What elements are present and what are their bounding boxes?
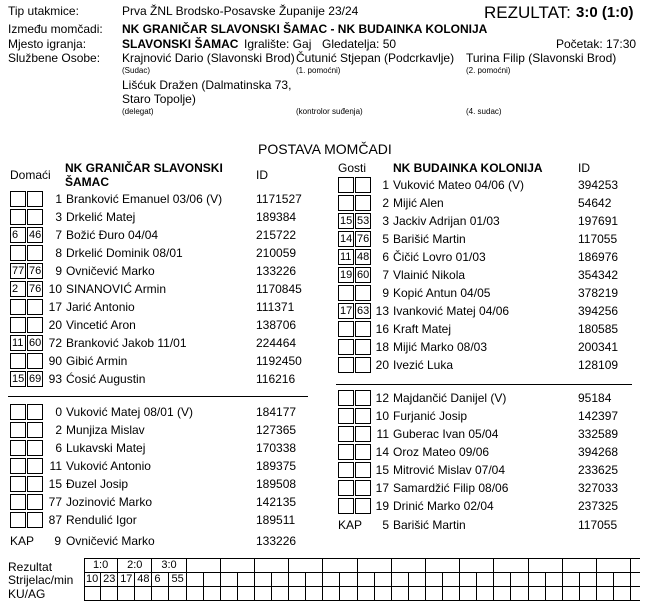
footer-result-cell [392, 558, 426, 572]
footer-card-cell [221, 586, 238, 600]
away-captain-name: Barišić Martin [393, 518, 466, 532]
home-starter-player-name: Branković Emanuel 03/06 (V) [66, 192, 223, 206]
away-team-name: NK BUDAINKA KOLONIJA [393, 161, 543, 175]
footer-scorer-cell [409, 572, 426, 586]
footer-result-cell [358, 558, 392, 572]
home-substitute-shirt-number: 6 [55, 441, 62, 455]
home-starter-sub-min-cell: 2 [10, 281, 26, 297]
footer-scorer-cell [477, 572, 494, 586]
home-substitute-shirt-number: 77 [48, 495, 62, 509]
home-substitute-player-id: 189508 [256, 477, 297, 491]
footer-card-cell [204, 586, 221, 600]
away-substitute-player-id: 95184 [578, 391, 612, 405]
home-starter-sub-min-cell [10, 209, 26, 225]
footer-result-cell [426, 558, 460, 572]
home-starter-shirt-number: 3 [55, 210, 62, 224]
away-id-label: ID [578, 161, 590, 175]
away-starter-player-name: Kopić Antun 04/05 [393, 286, 491, 300]
away-starter-sub-min-cell [338, 285, 354, 301]
home-captain-label: KAP [10, 534, 35, 548]
footer-scorer-cell [392, 572, 409, 586]
footer-scorer-cell [272, 572, 289, 586]
away-substitute-player-name: Samardžić Filip 08/06 [393, 481, 509, 495]
home-starter-shirt-number: 72 [48, 336, 62, 350]
away-starter-sub-player-cell: 48 [357, 251, 370, 263]
home-starter-player-name: SINANOVIĆ Armin [66, 282, 167, 296]
home-starter-sub-player-cell: 69 [29, 373, 42, 385]
away-substitute-sub-min-cell [338, 408, 354, 424]
home-starter-shirt-number: 93 [48, 372, 62, 386]
away-substitute-sub-min-cell [338, 498, 354, 514]
home-starter-player-name: Gibić Armin [66, 354, 128, 368]
away-substitute-player-id: 332589 [578, 427, 619, 441]
footer-scorer-cell [443, 572, 460, 586]
home-starter-player-name: Ovničević Marko [66, 264, 155, 278]
referee-role: (Sudac) [122, 66, 151, 75]
footer-result-cell [460, 558, 494, 572]
footer-card-cell [358, 586, 375, 600]
home-starter-player-name: Jarić Antonio [66, 300, 135, 314]
footer-card-cell [614, 586, 631, 600]
away-starter-player-id: 54642 [578, 196, 612, 210]
away-starter-player-name: Mijić Alen [393, 196, 444, 210]
footer-scorer-cell [221, 572, 238, 586]
home-starter-shirt-number: 7 [55, 228, 62, 242]
footer-card-cell [238, 586, 255, 600]
footer-scorer-cell: 10 [84, 572, 101, 586]
away-substitute-sub-min-cell [338, 480, 354, 496]
footer-card-cell [341, 586, 358, 600]
home-substitute-player-name: Vuković Matej 08/01 (V) [66, 405, 193, 419]
footer-scorer-cell [341, 572, 358, 586]
pitch-value: Igralište: Gaj [244, 37, 312, 51]
footer-scorer-cell: 6 [152, 572, 169, 586]
home-starter-player-name: Vincetić Aron [66, 318, 136, 332]
home-substitute-shirt-number: 11 [49, 459, 62, 473]
teams-label: Između momčadi: [8, 22, 103, 36]
result-value: 3:0 (1:0) [576, 4, 634, 21]
home-team-name-line1: NK GRANIČAR SLAVONSKI [65, 161, 223, 175]
away-starter-sub-player-cell: 60 [357, 269, 370, 281]
away-captain-label: KAP [338, 518, 363, 532]
footer-card-cell [443, 586, 460, 600]
away-substitute-player-name: Oroz Mateo 09/06 [393, 445, 490, 459]
spectators-value: Gledatelja: 50 [322, 37, 397, 51]
away-starter-player-id: 180585 [578, 322, 619, 336]
away-starter-player-id: 128109 [578, 358, 619, 372]
away-starter-sub-min-cell [338, 357, 354, 373]
footer-card-cell [101, 586, 118, 600]
footer-card-cell [529, 586, 546, 600]
footer-scorer-cell [494, 572, 511, 586]
footer-scorer-cell [546, 572, 563, 586]
away-substitute-player-id: 237325 [578, 499, 619, 513]
away-starter-player-id: 117055 [578, 232, 618, 246]
footer-card-cell [152, 586, 169, 600]
footer-result-cell: 2:0 [118, 558, 152, 572]
footer-result-cell [597, 558, 631, 572]
away-substitute-shirt-number: 12 [375, 391, 389, 405]
away-starter-sub-min-cell [338, 177, 354, 193]
away-substitute-sub-min-cell [338, 444, 354, 460]
home-starter-player-name: Branković Jakob 11/01 [66, 336, 187, 350]
footer-scorer-cell [597, 572, 614, 586]
home-starter-sub-player-cell: 46 [29, 229, 42, 241]
officials-label: Službene Osobe: [8, 51, 101, 65]
footer-card-cell [255, 586, 272, 600]
away-starter-shirt-number: 16 [375, 322, 389, 336]
teams-value: NK GRANIČAR SLAVONSKI ŠAMAC - NK BUDAINKA KOLONIJA [122, 22, 488, 36]
venue-label: Mjesto igranja: [8, 37, 87, 51]
delegate-name-line2: Staro Topolje) [122, 92, 196, 106]
footer-card-cell [170, 586, 187, 600]
delegate-role: (delegat) [122, 107, 154, 116]
footer-scorer-cell: 48 [135, 572, 152, 586]
away-starter-player-name: Ivezić Luka [393, 358, 454, 372]
home-substitute-player-id: 189511 [256, 513, 296, 527]
home-substitute-player-id: 170338 [256, 441, 297, 455]
home-starter-player-id: 1171527 [256, 192, 302, 206]
away-substitute-shirt-number: 10 [375, 409, 389, 423]
away-starter-player-id: 394253 [578, 178, 619, 192]
home-substitute-player-name: Vuković Antonio [66, 459, 151, 473]
home-starter-sub-player-cell: 76 [29, 283, 42, 295]
delegate-name-line1: Lišćuk Dražen (Dalmatinska 73, [122, 78, 292, 92]
footer-card-cell [494, 586, 511, 600]
away-starter-player-name: Čičić Lovro 01/03 [393, 250, 486, 264]
away-captain-id: 117055 [578, 518, 618, 532]
home-starter-shirt-number: 10 [48, 282, 62, 296]
match-type-label: Tip utakmice: [8, 4, 79, 18]
home-side-label: Domaći [10, 168, 51, 182]
footer-result-cell [494, 558, 528, 572]
away-side-label: Gosti [338, 161, 367, 175]
away-substitute-player-id: 327033 [578, 481, 619, 495]
away-starter-player-name: Mijić Marko 08/03 [393, 340, 488, 354]
footer-grid-row-line [84, 600, 640, 601]
footer-result-cell [563, 558, 597, 572]
away-substitute-player-name: Guberac Ivan 05/04 [393, 427, 499, 441]
footer-card-cell [84, 586, 101, 600]
home-substitute-player-id: 142135 [256, 495, 297, 509]
home-starter-player-name: Božić Đuro 04/04 [66, 228, 159, 242]
away-starter-player-id: 200341 [578, 340, 619, 354]
footer-result-cell: 3:0 [152, 558, 186, 572]
footer-result-cell [529, 558, 563, 572]
assistant1-name: Čutunić Stjepan (Podcrkavlje) [296, 51, 455, 65]
home-substitute-sub-min-cell [10, 440, 26, 456]
home-starter-player-id: 210059 [256, 246, 297, 260]
home-substitute-sub-min-cell [10, 422, 26, 438]
home-starter-shirt-number: 8 [55, 246, 62, 260]
footer-card-cell [426, 586, 443, 600]
away-substitute-shirt-number: 19 [375, 499, 389, 513]
home-starter-sub-min-cell: 11 [10, 335, 26, 351]
footer-scorer-cell [460, 572, 477, 586]
footer-card-cell [563, 586, 580, 600]
footer-card-cell [272, 586, 289, 600]
home-starter-player-name: Ćosić Augustin [66, 372, 146, 386]
footer-scorer-cell [563, 572, 580, 586]
referee-name: Krajnović Dario (Slavonski Brod) [122, 51, 295, 65]
home-substitute-player-name: Rendulić Igor [66, 513, 137, 527]
footer-scorer-cell: 17 [118, 572, 135, 586]
footer-scorer-cell: 55 [170, 572, 187, 586]
away-starter-sub-min-cell [338, 195, 354, 211]
away-starter-sub-player-cell: 53 [357, 215, 370, 227]
controller-role: (kontrolor suđenja) [296, 107, 363, 116]
home-starter-sub-player-cell: 76 [29, 265, 42, 277]
venue-value: SLAVONSKI ŠAMAC [122, 37, 239, 51]
footer-card-cell [306, 586, 323, 600]
home-substitute-shirt-number: 2 [55, 423, 62, 437]
kickoff-value: Početak: 17:30 [556, 37, 637, 51]
home-substitute-player-id: 184177 [256, 405, 297, 419]
result-label: REZULTAT: [484, 3, 571, 22]
away-starter-sub-player-cell: 63 [357, 305, 370, 317]
footer-scorer-cell [289, 572, 306, 586]
away-starter-player-id: 378219 [578, 286, 619, 300]
away-substitute-shirt-number: 15 [375, 463, 389, 477]
footer-result-cell [187, 558, 221, 572]
away-starter-sub-min-cell: 14 [340, 233, 353, 245]
fourth-official-role: (4. sudac) [466, 107, 502, 116]
away-starter-shirt-number: 9 [382, 286, 389, 300]
away-starter-sub-min-cell: 17 [340, 305, 353, 317]
match-type-value: Prva ŽNL Brodsko-Posavske Županije 23/24 [122, 4, 359, 18]
home-starter-sub-min-cell [10, 317, 26, 333]
home-starter-sub-min-cell [10, 191, 26, 207]
away-captain-number: 5 [382, 518, 389, 532]
home-captain-name: Ovničević Marko [66, 534, 155, 548]
footer-card-cell [187, 586, 204, 600]
lineup-section-title: POSTAVA MOMČADI [258, 141, 392, 157]
home-starter-player-id: 138706 [256, 318, 297, 332]
away-substitute-shirt-number: 17 [375, 481, 389, 495]
away-starter-player-name: Ivanković Matej 04/06 [393, 304, 510, 318]
away-substitute-player-name: Furjanić Josip [393, 409, 468, 423]
away-starter-shirt-number: 6 [382, 250, 389, 264]
footer-result-cell [323, 558, 357, 572]
footer-scorer-cell [529, 572, 546, 586]
home-captain-id: 133226 [256, 534, 297, 548]
home-starter-sub-min-cell: 15 [12, 373, 25, 385]
away-substitute-shirt-number: 11 [376, 427, 389, 441]
away-starter-player-name: Jackiv Adrijan 01/03 [393, 214, 500, 228]
home-substitute-player-name: Lukavski Matej [66, 441, 146, 455]
home-starter-player-id: 1170845 [256, 282, 302, 296]
assistant2-name: Turina Filip (Slavonski Brod) [466, 51, 617, 65]
home-starter-sub-min-cell [10, 299, 26, 315]
footer-scorer-cell [306, 572, 323, 586]
away-starter-sub-min-cell: 15 [340, 215, 353, 227]
footer-scorer-cell [375, 572, 392, 586]
home-starter-sub-min-cell: 6 [10, 227, 26, 243]
footer-card-cell [375, 586, 392, 600]
footer-card-cell [580, 586, 597, 600]
home-starter-player-name: Drkelić Matej [66, 210, 136, 224]
away-starter-shirt-number: 18 [375, 340, 389, 354]
footer-card-cell [597, 586, 614, 600]
home-starter-player-id: 215722 [256, 228, 297, 242]
away-substitute-player-name: Drinić Marko 02/04 [393, 499, 494, 513]
home-starter-shirt-number: 17 [48, 300, 62, 314]
footer-result-cell [255, 558, 289, 572]
home-captain-number: 9 [54, 534, 61, 548]
home-starter-player-id: 189384 [256, 210, 297, 224]
away-starter-player-name: Vlainić Nikola [393, 268, 466, 282]
away-starter-player-name: Kraft Matej [393, 322, 452, 336]
footer-scorer-label: Strijelac/min [8, 573, 74, 587]
assistant2-role: (2. pomoćni) [466, 66, 511, 75]
footer-result-label: Rezultat [8, 560, 53, 574]
footer-cards-label: KU/AG [8, 587, 46, 601]
away-starter-player-name: Vuković Mateo 04/06 (V) [393, 178, 524, 192]
footer-scorer-cell [255, 572, 272, 586]
away-starter-sub-min-cell: 19 [340, 269, 353, 281]
away-substitute-sub-min-cell [338, 426, 354, 442]
footer-scorer-cell [358, 572, 375, 586]
footer-card-cell [323, 586, 340, 600]
away-starter-player-id: 197691 [578, 214, 619, 228]
footer-scorer-cell [426, 572, 443, 586]
home-starter-sub-min-cell [10, 353, 26, 369]
footer-scorer-cell [323, 572, 340, 586]
home-starter-player-id: 133226 [256, 264, 297, 278]
footer-card-cell [289, 586, 306, 600]
away-starter-shirt-number: 13 [375, 304, 389, 318]
home-substitute-player-name: Munjiza Mislav [66, 423, 145, 437]
away-substitute-player-name: Mitrović Mislav 07/04 [393, 463, 506, 477]
home-team-name-line2: ŠAMAC [65, 175, 109, 189]
home-starter-sub-player-cell: 60 [29, 337, 42, 349]
away-starter-player-id: 354342 [578, 268, 619, 282]
home-starter-player-id: 116216 [256, 372, 296, 386]
assistant1-role: (1. pomoćni) [296, 66, 341, 75]
away-starter-shirt-number: 5 [382, 232, 389, 246]
home-substitute-player-id: 189375 [256, 459, 297, 473]
away-starter-sub-player-cell: 76 [357, 233, 370, 245]
away-substitute-sub-min-cell [338, 462, 354, 478]
away-starter-sub-min-cell: 11 [338, 249, 354, 265]
away-starter-shirt-number: 2 [382, 196, 389, 210]
footer-card-cell [546, 586, 563, 600]
home-substitute-player-name: Jozinović Marko [66, 495, 153, 509]
away-starter-player-id: 394256 [578, 304, 619, 318]
home-starter-shirt-number: 1 [55, 192, 62, 206]
home-starter-sub-min-cell [10, 245, 26, 261]
home-substitute-sub-min-cell [10, 458, 26, 474]
away-starter-shirt-number: 7 [382, 268, 389, 282]
away-divider [336, 384, 632, 385]
away-starter-shirt-number: 20 [375, 358, 389, 372]
away-starter-shirt-number: 1 [382, 178, 389, 192]
home-substitute-shirt-number: 0 [55, 405, 62, 419]
away-substitute-sub-min-cell [338, 390, 354, 406]
footer-scorer-cell: 23 [101, 572, 118, 586]
footer-scorer-cell [512, 572, 529, 586]
home-substitute-shirt-number: 87 [48, 513, 62, 527]
home-id-label: ID [256, 168, 268, 182]
home-starter-player-name: Drkelić Dominik 08/01 [66, 246, 183, 260]
away-substitute-player-id: 142397 [578, 409, 619, 423]
footer-card-cell [460, 586, 477, 600]
footer-scorer-cell [204, 572, 221, 586]
away-starter-player-name: Barišić Martin [393, 232, 466, 246]
home-substitute-sub-min-cell [10, 494, 26, 510]
home-substitute-player-id: 127365 [256, 423, 297, 437]
home-starter-shirt-number: 90 [48, 354, 62, 368]
away-starter-sub-min-cell [338, 339, 354, 355]
away-substitute-player-id: 233625 [578, 463, 619, 477]
away-starter-shirt-number: 3 [382, 214, 389, 228]
home-substitute-sub-min-cell [10, 476, 26, 492]
footer-card-cell [512, 586, 529, 600]
away-starter-sub-min-cell [338, 321, 354, 337]
footer-card-cell [135, 586, 152, 600]
home-starter-player-id: 111371 [256, 300, 295, 314]
footer-card-cell [118, 586, 135, 600]
footer-result-cell [221, 558, 255, 572]
footer-grid [84, 558, 640, 601]
home-starter-shirt-number: 20 [48, 318, 62, 332]
footer-result-cell: 1:0 [84, 558, 118, 572]
footer-scorer-cell [187, 572, 204, 586]
home-substitute-player-name: Đuzel Josip [66, 477, 129, 491]
away-substitute-player-id: 394268 [578, 445, 619, 459]
home-starter-player-id: 224464 [256, 336, 297, 350]
home-substitute-sub-min-cell [10, 512, 26, 528]
footer-card-cell [477, 586, 494, 600]
footer-result-cell [289, 558, 323, 572]
footer-scorer-cell [614, 572, 631, 586]
away-substitute-player-name: Majdančić Danijel (V) [393, 391, 507, 405]
footer-scorer-cell [238, 572, 255, 586]
home-starter-player-id: 1192450 [256, 354, 302, 368]
footer-card-cell [409, 586, 426, 600]
home-starter-sub-min-cell: 77 [12, 265, 25, 277]
home-substitute-shirt-number: 15 [48, 477, 62, 491]
home-substitute-sub-min-cell [10, 404, 26, 420]
home-divider [8, 396, 308, 397]
footer-card-cell [392, 586, 409, 600]
home-starter-shirt-number: 9 [55, 264, 62, 278]
away-starter-player-id: 186976 [578, 250, 619, 264]
away-substitute-shirt-number: 14 [375, 445, 389, 459]
footer-scorer-cell [580, 572, 597, 586]
